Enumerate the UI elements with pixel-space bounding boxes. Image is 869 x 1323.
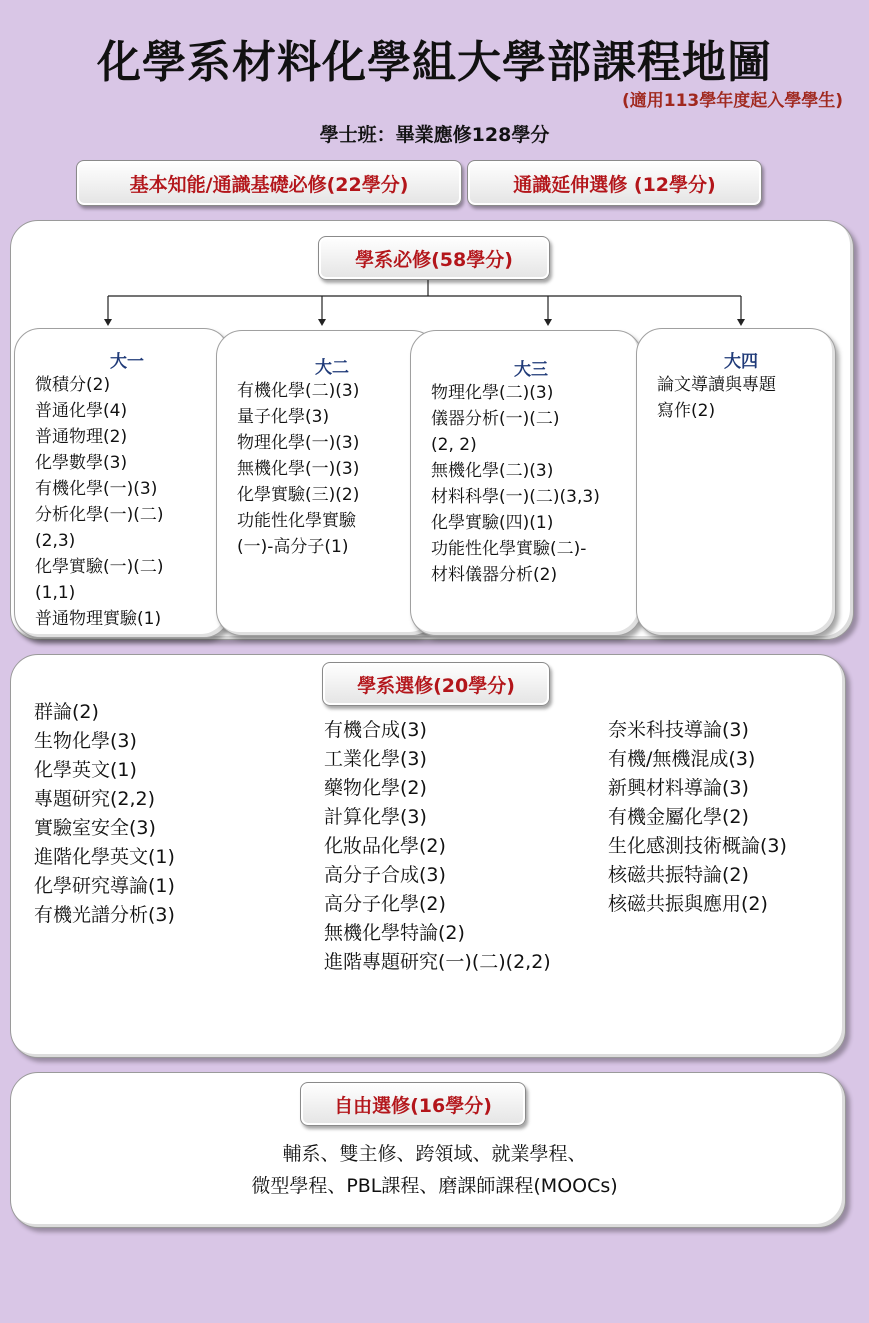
elective-item: 化妝品化學(2) bbox=[324, 835, 446, 857]
year-heading: 大四 bbox=[724, 352, 758, 372]
course-item: 無機化學(一)(3) bbox=[237, 459, 360, 479]
year-heading: 大二 bbox=[315, 358, 349, 378]
elective-item: 進階化學英文(1) bbox=[34, 846, 175, 868]
course-item: 化學實驗(一)(二) bbox=[35, 557, 164, 577]
year-heading: 大三 bbox=[514, 360, 548, 380]
course-item: 物理化學(一)(3) bbox=[237, 433, 360, 453]
electives-column-2 bbox=[324, 716, 551, 977]
year-2-courses bbox=[237, 378, 427, 560]
course-item: 儀器分析(一)(二) bbox=[431, 409, 560, 429]
free-electives-line-1: 輔系、雙主修、跨領域、就業學程、 bbox=[282, 1143, 587, 1165]
course-item: 普通物理實驗(1) bbox=[35, 609, 162, 629]
elective-item: 化學研究導論(1) bbox=[34, 875, 175, 897]
course-item: 微積分(2) bbox=[35, 375, 111, 395]
year-1-courses bbox=[35, 372, 219, 632]
elective-item: 高分子合成(3) bbox=[324, 864, 446, 886]
year-heading: 大一 bbox=[110, 352, 144, 372]
elective-item: 無機化學特論(2) bbox=[324, 922, 465, 944]
elective-item: 藥物化學(2) bbox=[324, 777, 427, 799]
course-item: 普通化學(4) bbox=[35, 401, 128, 421]
elective-item: 核磁共振與應用(2) bbox=[608, 893, 768, 915]
elective-item: 群論(2) bbox=[34, 701, 99, 723]
electives-label-button[interactable]: 學系選修(20學分) bbox=[322, 662, 550, 706]
course-item: 材料儀器分析(2) bbox=[431, 565, 558, 585]
elective-item: 專題研究(2,2) bbox=[34, 788, 156, 810]
elective-item: 有機合成(3) bbox=[324, 719, 427, 741]
year-card-4 bbox=[636, 328, 836, 636]
page-title: 化學系材料化學組大學部課程地圖 bbox=[97, 37, 772, 88]
course-item: 化學實驗(三)(2) bbox=[237, 485, 360, 505]
course-item: 無機化學(二)(3) bbox=[431, 461, 554, 481]
elective-item: 實驗室安全(3) bbox=[34, 817, 156, 839]
year-card-1 bbox=[14, 328, 230, 638]
elective-item: 有機光譜分析(3) bbox=[34, 904, 175, 926]
year-card-3 bbox=[410, 330, 642, 636]
course-item: 普通物理(2) bbox=[35, 427, 128, 447]
general-basic-button[interactable]: 基本知能/通識基礎必修(22學分) bbox=[76, 160, 462, 206]
elective-item: 奈米科技導論(3) bbox=[608, 719, 749, 741]
course-item: 物理化學(二)(3) bbox=[431, 383, 554, 403]
elective-item: 進階專題研究(一)(二)(2,2) bbox=[324, 951, 551, 973]
elective-item: 生化感測技術概論(3) bbox=[608, 835, 787, 857]
course-item: 有機化學(一)(3) bbox=[35, 479, 158, 499]
elective-item: 高分子化學(2) bbox=[324, 893, 446, 915]
course-item: 材料科學(一)(二)(3,3) bbox=[431, 487, 600, 507]
page-subtitle: (適用113學年度起入學學生) bbox=[621, 91, 843, 111]
elective-item: 有機/無機混成(3) bbox=[608, 748, 756, 770]
course-item: 量子化學(3) bbox=[237, 407, 330, 427]
course-item: 有機化學(二)(3) bbox=[237, 381, 360, 401]
course-item: (2,3) bbox=[35, 531, 76, 551]
year-card-2 bbox=[216, 330, 438, 636]
course-item: (2, 2) bbox=[431, 435, 477, 455]
course-item: (一)-高分子(1) bbox=[237, 537, 349, 557]
elective-item: 生物化學(3) bbox=[34, 730, 137, 752]
year-4-courses bbox=[657, 372, 825, 424]
degree-requirement: 學士班：畢業應修128學分 bbox=[319, 124, 550, 146]
electives-column-1 bbox=[34, 698, 175, 930]
free-electives-line-2: 微型學程、PBL課程、磨課師課程(MOOCs) bbox=[251, 1175, 618, 1197]
electives-column-3 bbox=[608, 716, 787, 919]
free-electives-label-button[interactable]: 自由選修(16學分) bbox=[300, 1082, 526, 1126]
course-item: 化學實驗(四)(1) bbox=[431, 513, 554, 533]
course-item: 論文導讀與專題 bbox=[657, 375, 776, 395]
elective-item: 化學英文(1) bbox=[34, 759, 137, 781]
year-3-courses bbox=[431, 380, 631, 588]
course-item: 化學數學(3) bbox=[35, 453, 128, 473]
elective-item: 計算化學(3) bbox=[324, 806, 427, 828]
course-item: (1,1) bbox=[35, 583, 76, 603]
elective-item: 核磁共振特論(2) bbox=[608, 864, 749, 886]
course-item: 功能性化學實驗(二)- bbox=[431, 539, 587, 559]
elective-item: 工業化學(3) bbox=[324, 748, 427, 770]
general-extended-button[interactable]: 通識延伸選修 (12學分) bbox=[467, 160, 762, 206]
elective-item: 新興材料導論(3) bbox=[608, 777, 749, 799]
course-item: 分析化學(一)(二) bbox=[35, 505, 164, 525]
required-label-button[interactable]: 學系必修(58學分) bbox=[318, 236, 550, 280]
elective-item: 有機金屬化學(2) bbox=[608, 806, 749, 828]
course-tree-connector bbox=[0, 280, 869, 330]
course-item: 寫作(2) bbox=[657, 401, 716, 421]
course-item: 功能性化學實驗 bbox=[237, 511, 356, 531]
